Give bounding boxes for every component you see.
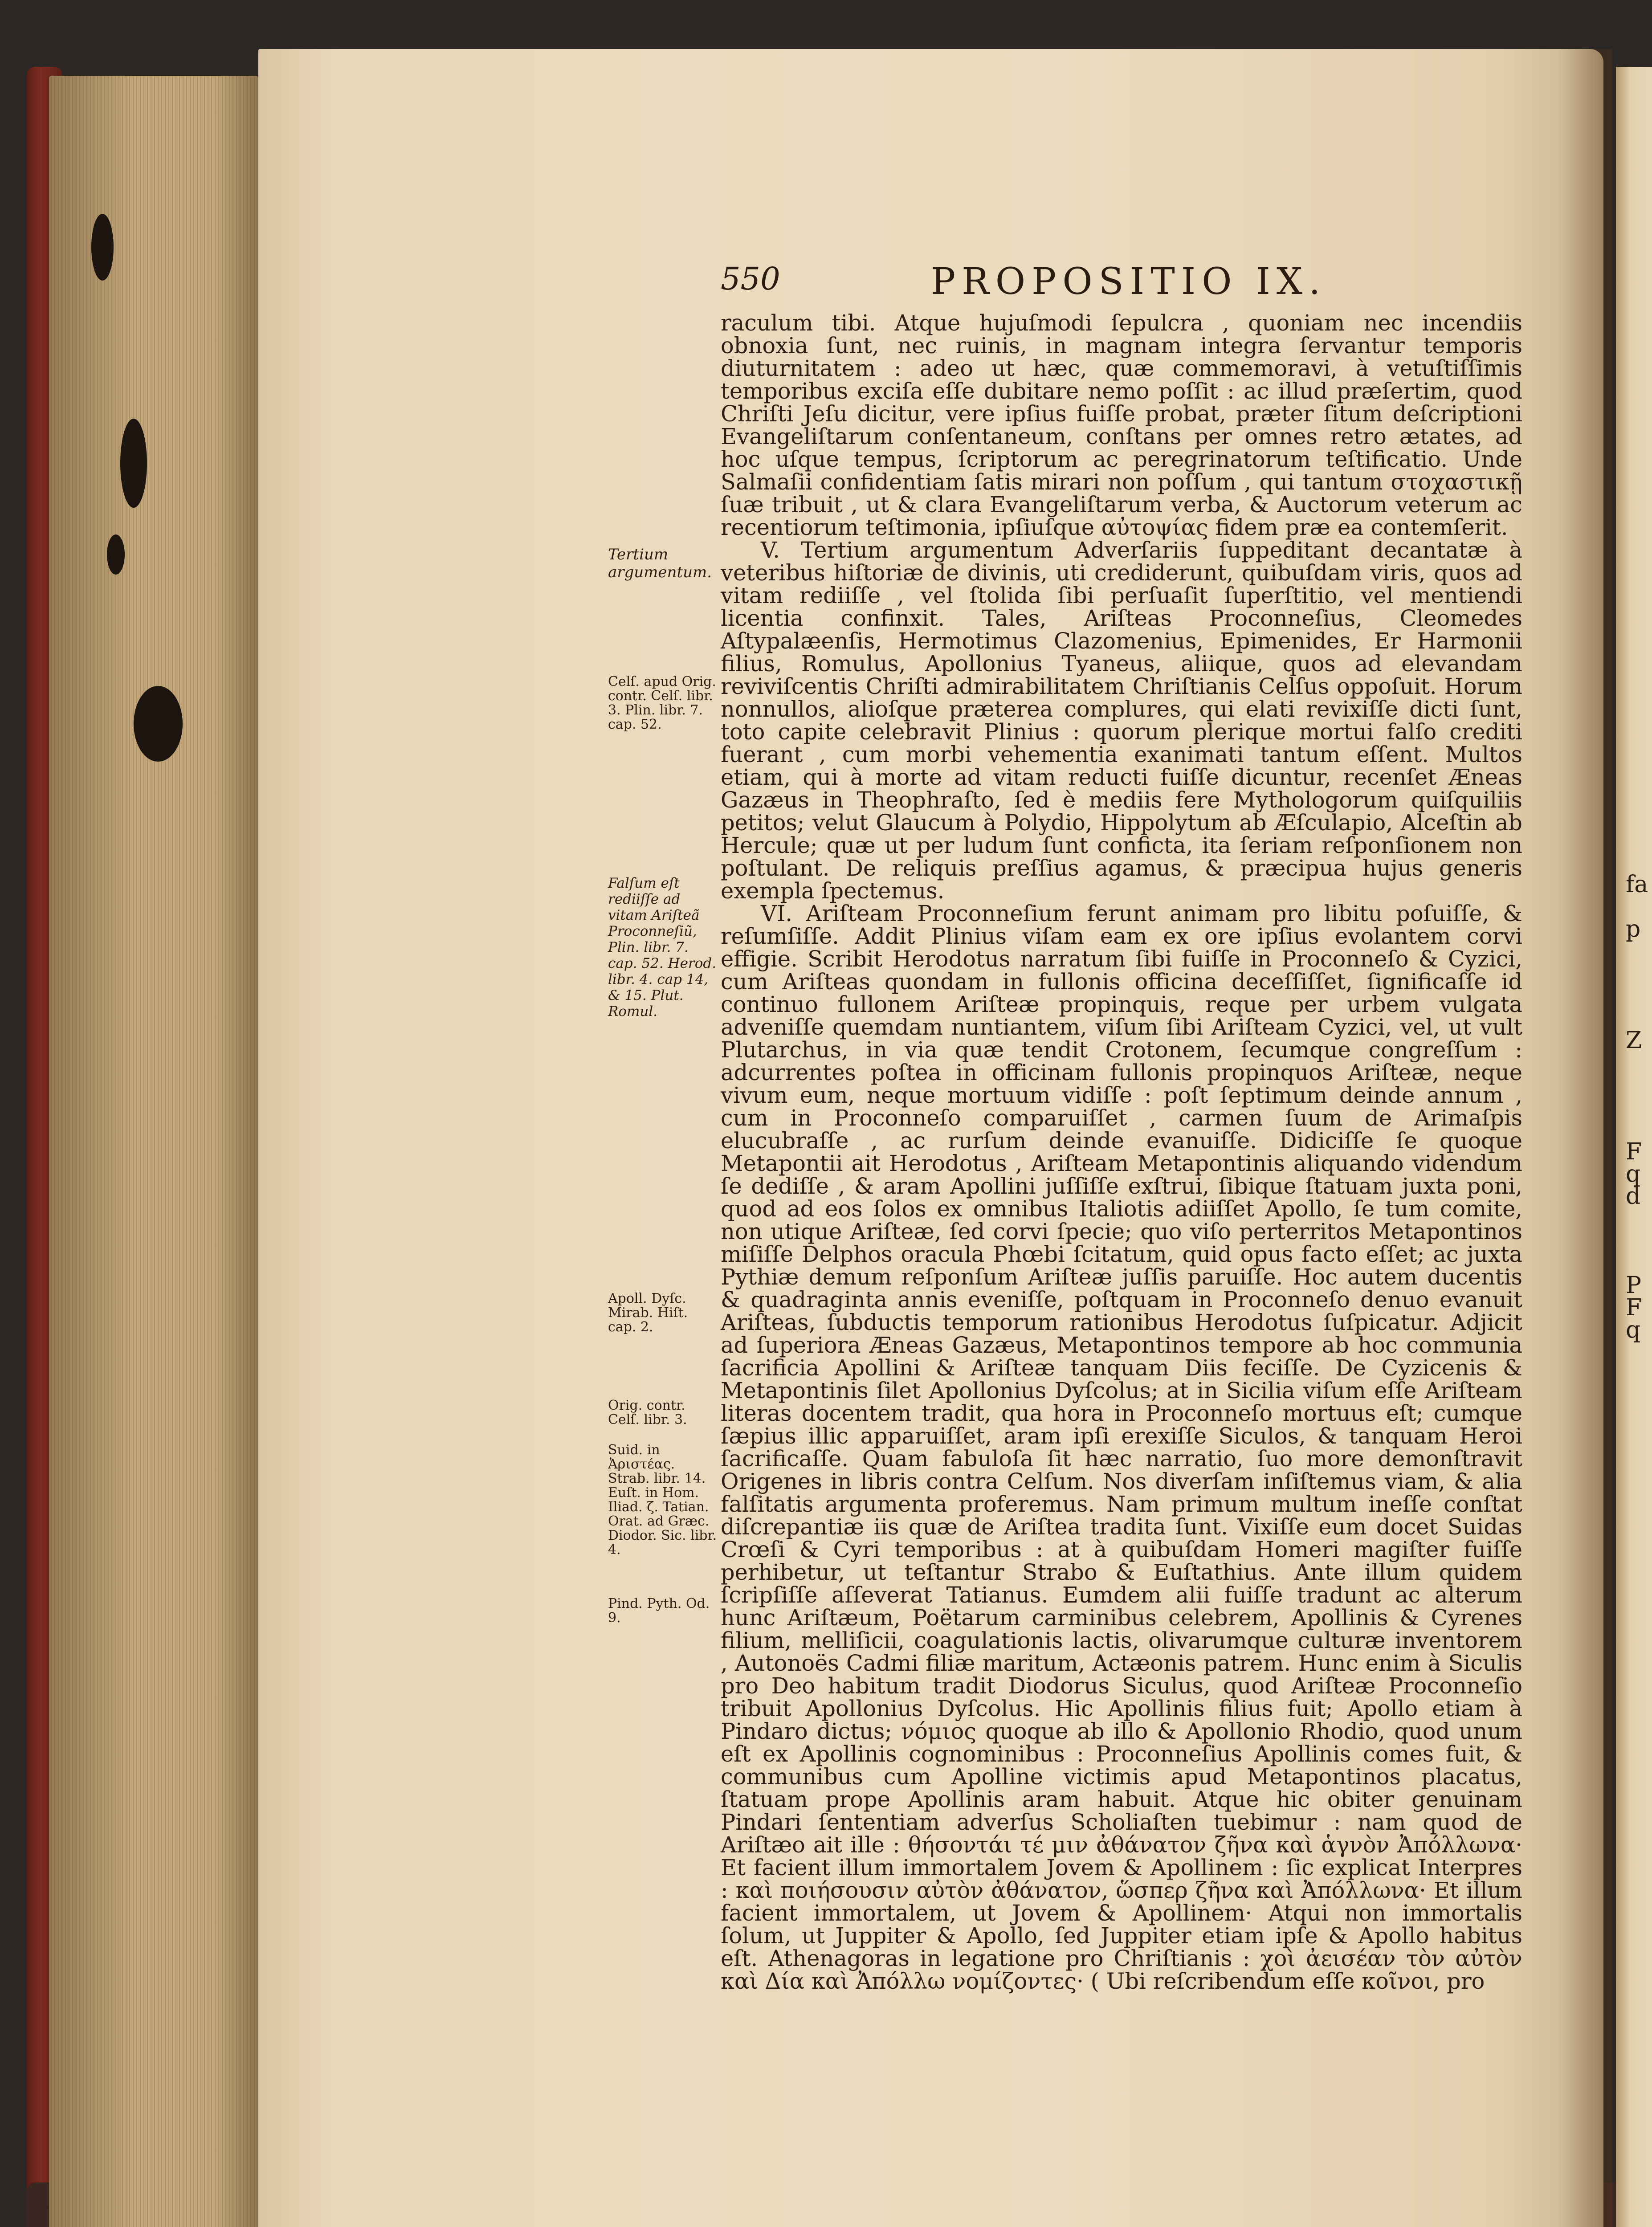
margin-note: Celſ. apud Orig. contr. Celſ. libr. 3. Plin. libr. 7. cap. 52.	[608, 674, 716, 732]
ink-stain	[91, 214, 114, 281]
body-text	[721, 312, 1522, 1993]
facing-page-fragment: fa	[1626, 871, 1648, 898]
margin-note: Tertium argumentum.	[608, 546, 712, 581]
margin-note: Falſum eſt rediiſſe ad vitam Ariſteã Proconneſiũ, Plin. libr. 7. cap. 52. Herod. libr. 4. cap 14, & 15. Plut. Romul.	[608, 875, 717, 1020]
paragraph-section-vi: VI. Ariſteam Proconneſium ferunt animam pro libitu poſuiſſe, & reſumſiſſe. Addit Plinius viſam eam ex ore ipſius evolantem corvi effigie. Scribit Herodotus narratum ſibi fuiſſe in Proconneſo & Cyzici, cum Ariſteas quondam in fullonis officina deceſſiſſet, ſignificaſſe id continuo fullonem Ariſteæ propinquis, reque per urbem vulgata adveniſſe quemdam nuntiantem, viſum ſibi Ariſteam Cyzici, vel, ut vult Plutarchus, in via quæ tendit Crotonem, ſecumque congreſſum : adcurrentes poſtea in officinam fullonis propinquos Ariſteæ, neque vivum eum, neque mortuum vidiſſe : poſt ſeptimum deinde annum , cum in Proconneſo comparuiſſet , carmen ſuum de Arimaſpis elucubraſſe , ac rurſum deinde evanuiſſe. Didiciſſe ſe quoque Metapontii ait Herodotus , Ariſteam Metapontinis aliquando videndum ſe dediſſe , & aram Apollini juſſiſſe exſtrui, ſibique ſtatuam juxta poni, quod ad eos ſolos ex omnibus Italiotis adiiſſet Apollo, ſe tum comite, non utique Ariſteæ, ſed corvi ſpecie; quo viſo perterritos Metapontinos miſiſſe Delphos oracula Phœbi ſcitatum, quid opus facto eſſet; ac juxta Pythiæ demum reſponſum Ariſteæ juſſis paruiſſe. Hoc autem ducentis & quadraginta annis eveniſſe, poſtquam in Proconneſo denuo evanuit Ariſteas, ſubductis temporum rationibus Herodotus ſuſpicatur. Adjicit ad ſuperiora Æneas Gazæus, Metapontinos tempore ab hoc communia ſacrificia Apollini & Ariſteæ tanquam Diis feciſſe. De Cyzicenis & Metapontinis ſilet Apollonius Dyſcolus; at in Sicilia viſum eſſe Ariſteam literas docentem tradit, qua hora in Proconneſo mortuus eſt; cumque ſæpius illic apparuiſſet, aram ipſi erexiſſe Siculos, & tanquam Heroi ſacrificaſſe. Quam fabuloſa ſit hæc narratio, ſuo more demonſtravit Origenes in libris contra Celſum. Nos diverſam inſiſtemus viam, & alia falſitatis argumenta proferemus. Nam primum multum ineſſe conſtat diſcrepantiæ iis quæ de Ariſtea tradita ſunt. Vixiſſe eum docet Suidas Crœſi & Cyri temporibus : at à quibuſdam Homeri magiſter fuiſſe perhibetur, ut teſtantur Strabo & Euſtathius. Ante illum quidem ſcripſiſſe aſſeverat Tatianus. Eumdem alii fuiſſe tradunt ac alterum hunc Ariſtæum, Poëtarum carminibus celebrem, Apollinis & Cyrenes filium, melliſicii, coagulationis lactis, olivarumque culturæ inventorem , Autonoës Cadmi filiæ maritum, Actæonis patrem. Hunc enim à Siculis pro Deo habitum tradit Diodorus Siculus, quod Ariſteæ Proconneſio tribuit Apollonius Dyſcolus. Hic Apollinis filius fuit; Apollo etiam à Pindaro dictus; νόμιος quoque ab illo & Apollonio Rhodio, quod unum eſt ex Apollinis cognominibus : Proconneſius Apollinis comes fuit, & communibus cum Apolline victimis apud Metapontinos placatus, ſtatuam prope Apollinis aram habuit. Atque hic obiter genuinam Pindari ſententiam adverſus Scholiaſten tuebimur : nam quod de Ariſtæo ait ille : θήσοντάι τέ μιν ἀθάνατον ζῆνα καὶ ἁγνὸν Ἀπόλλωνα· Et facient illum immortalem Jovem & Apollinem : ſic explicat Interpres : καὶ ποιήσουσιν αὐτὸν ἀθάνατον, ὥσπερ ζῆνα καὶ Ἀπόλλωνα· Et illum facient immortalem, ut Jovem & Apollinem· Atqui non immortalis ſolum, ut Juppiter & Apollo, ſed Juppiter etiam ipſe & Apollo habitus eſt. Athenagoras in legatione pro Chriſtianis : χοὶ ἀεισέαν τὸν αὐτὸν καὶ Δία καὶ Ἀπόλλω νομίζοντες· ( Ubi reſcribendum eſſe κοῖνοι, pro	[721, 901, 1522, 1994]
margin-note: Apoll. Dyſc. Mirab. Hiſt. cap. 2.	[608, 1291, 688, 1335]
margin-note: Pind. Pyth. Od. 9.	[608, 1596, 710, 1626]
facing-page-fragment: d	[1626, 1183, 1641, 1210]
facing-page-fragment: q	[1626, 1317, 1641, 1343]
facing-page-fragment: Z	[1626, 1027, 1642, 1054]
ink-stain	[120, 419, 147, 508]
facing-page-fragment: q	[1626, 1161, 1641, 1187]
ink-stain	[107, 534, 125, 575]
running-title: PROPOSITIO IX.	[931, 261, 1327, 303]
ink-stain	[134, 686, 183, 762]
page-block-shade	[49, 76, 258, 2227]
facing-page-fragment: p	[1626, 916, 1641, 942]
paragraph-section-v: V. Tertium argumentum Adverſariis ſuppeditant decantatæ à veteribus hiſtoriæ de divinis, uti crediderunt, quibuſdam viris, quos ad vitam rediiſſe , vel ſtolida ſibi perſuaſit ſuperſtitio, vel mentiendi licentia confinxit. Tales, Ariſteas Proconneſius, Cleomedes Aſtypalæenſis, Hermotimus Clazomenius, Epimenides, Er Harmonii filius, Romulus, Apollonius Tyaneus, aliique, quos ad elevandam reviviſcentis Chriſti admirabilitatem Chriſtianis Celſus oppoſuit. Horum nonnullos, alioſque præterea complures, qui elati revixiſſe dicti ſunt, toto capite celebravit Plinius : quorum plerique mortui falſo crediti fuerant , cum morbi vehementia exanimati tantum eſſent. Multos etiam, qui à morte ad vitam reducti fuiſſe dicuntur, recenſet Æneas Gazæus in Theophraſto, ſed è mediis fere Mythologorum quiſquiliis petitos; velut Glaucum à Polydio, Hippolytum ab Æſculapio, Alceſtin ab Hercule; quæ ut per ludum ſunt conficta, ita ſeriam reſponſionem non poſtulant. De reliquis preſſius agamus, & præcipua hujus generis exempla ſpectemus.	[721, 537, 1522, 904]
facing-page-fragment: F	[1626, 1294, 1642, 1321]
facing-page-fragment: P	[1626, 1272, 1641, 1299]
margin-note: Suid. in Ἀριστέας. Strab. libr. 14. Euſt. in Hom. Iliad. ζ. Tatian. Orat. ad Græc. Diodor. Sic. libr. 4.	[608, 1442, 717, 1558]
facing-page-fragment: F	[1626, 1138, 1642, 1165]
page-gutter	[1559, 49, 1612, 2227]
margin-note: Orig. contr. Celſ. libr. 3.	[608, 1398, 687, 1428]
paragraph-continued: raculum tibi. Atque hujuſmodi ſepulcra , quoniam nec incendiis obnoxia ſunt, nec ruinis, in magnam integra ſervantur temporis diuturnitatem : adeo ut hæc, quæ commemoravi, à vetuſtiſſimis temporibus exciſa eſſe dubitare nemo poſſit : ac illud præſertim, quod Chriſti Jeſu dicitur, vere ipſius fuiſſe probat, præter ſitum deſcriptioni Evangeliſtarum conſentaneum, conſtans per omnes retro ætates, ad hoc uſque tempus, ſcriptorum ac peregrinatorum teſtificatio. Unde Salmaſii confidentiam ſatis mirari non poſſum , qui tantum στοχαστικῇ ſuæ tribuit , ut & clara Evangeliſtarum verba, & Auctorum veterum ac recentiorum teſtimonia, ipſiuſque αὐτοψίας fidem præ ea contemſerit.	[721, 310, 1522, 540]
page-number: 550	[721, 261, 780, 297]
